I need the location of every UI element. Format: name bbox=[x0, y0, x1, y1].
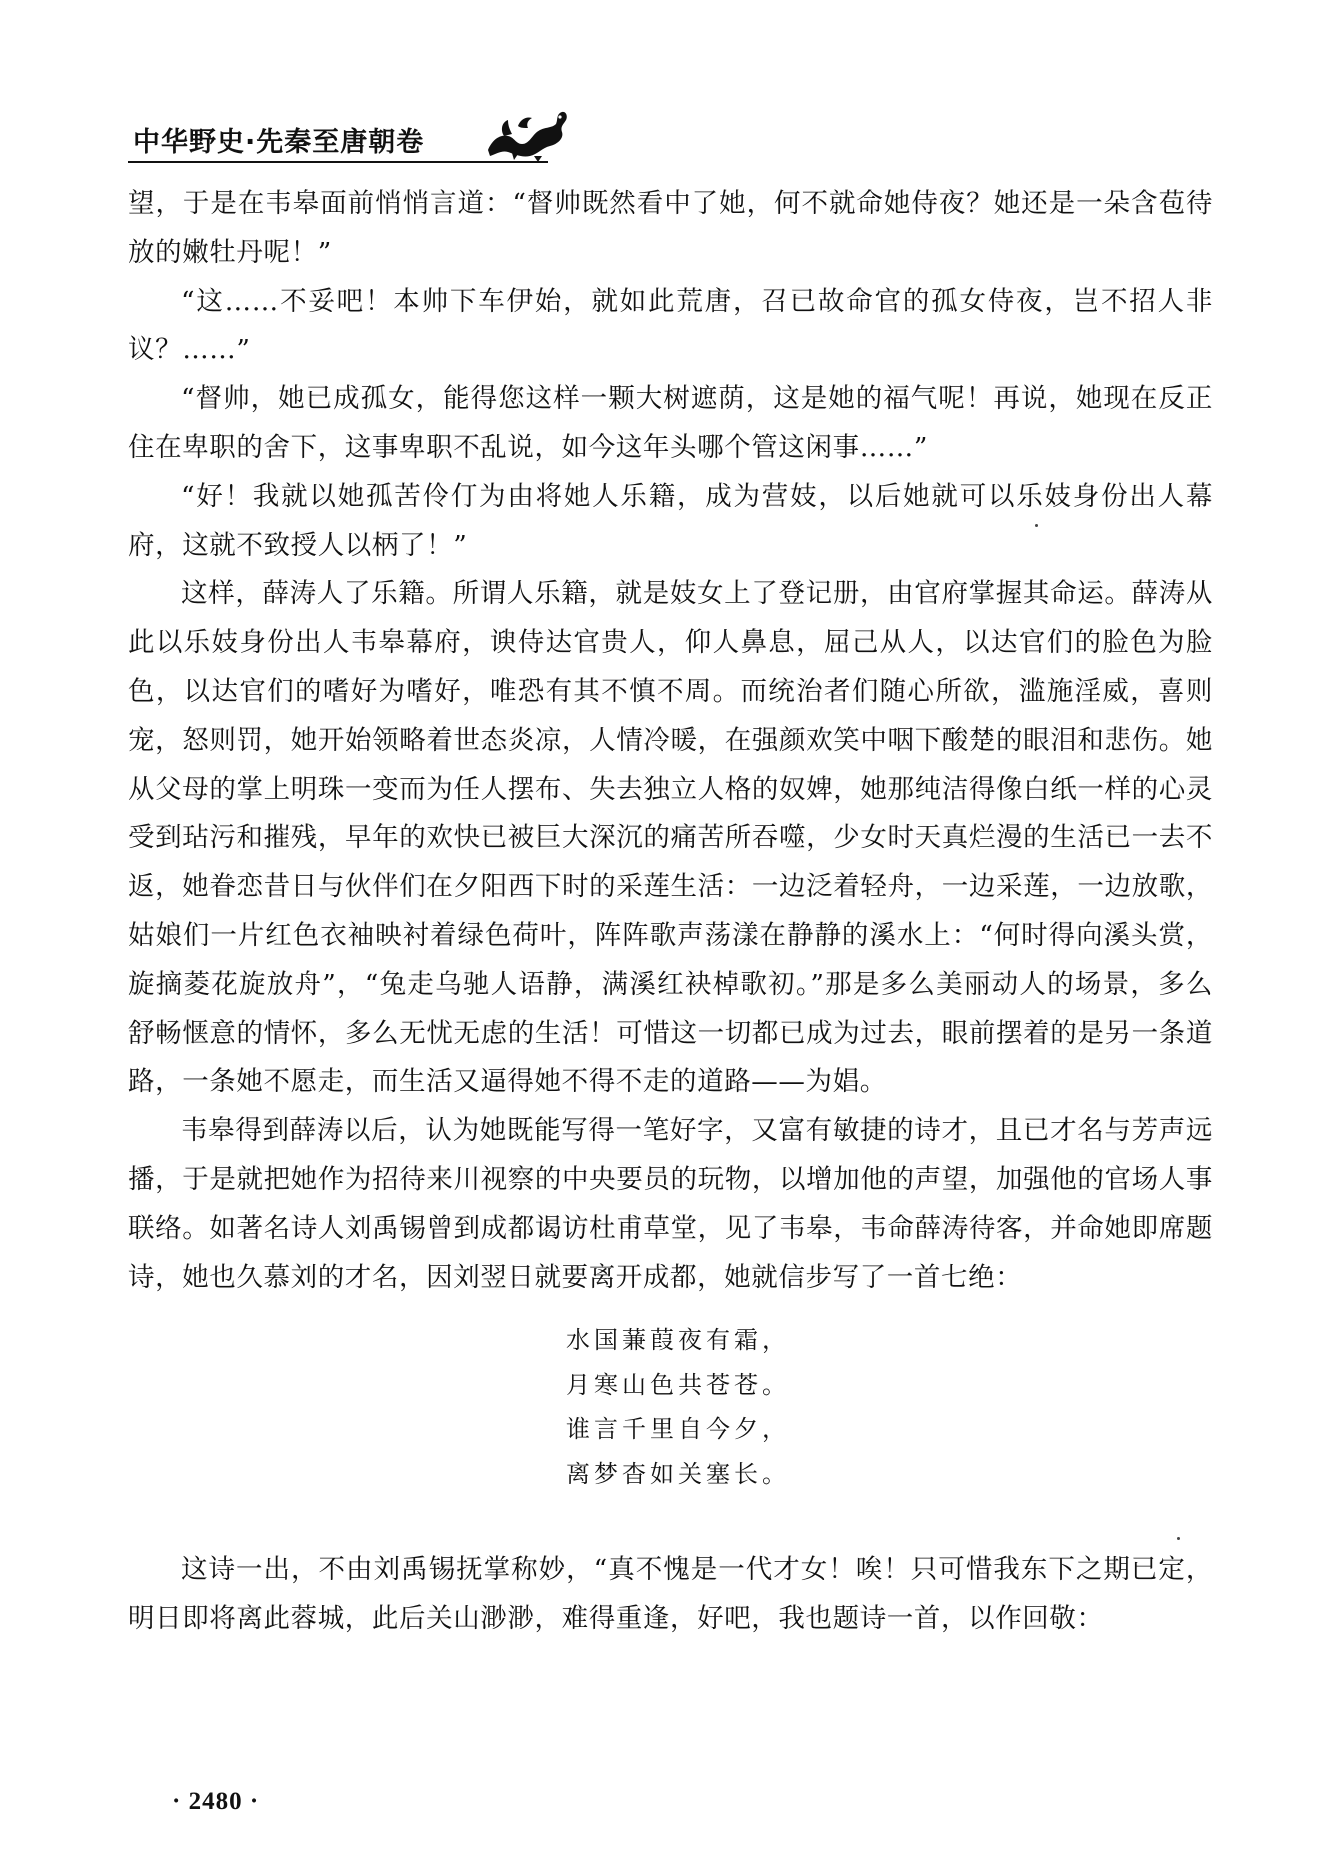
body-text bbox=[128, 180, 1213, 1302]
poem bbox=[566, 1318, 790, 1496]
poem-line: 月寒山色共苍苍。 bbox=[566, 1370, 790, 1399]
paragraph: 这诗一出，不由刘禹锡抚掌称妙，“真不愧是一代才女！唉！只可惜我东下之期已定，明日即将离此蓉城，此后关山渺渺，难得重逢，好吧，我也题诗一首，以作回敬： bbox=[128, 1554, 1213, 1634]
closing-text bbox=[128, 1546, 1213, 1644]
paragraph: 韦皋得到薛涛以后，认为她既能写得一笔好字，又富有敏捷的诗才，且已才名与芳声远播，于是就把她作为招待来川视察的中央要员的玩物，以增加他的声望，加强他的官场人事联络。如著名诗人刘禹锡曾到成都谒访杜甫草堂，见了韦皋，韦命薛涛待客，并命她即席题诗，她也久慕刘的才名，因刘翌日就要离开成都，她就信步写了一首七绝： bbox=[128, 1115, 1213, 1293]
poem-line: 水国蒹葭夜有霜， bbox=[566, 1326, 790, 1354]
book-title: 中华野史·先秦至唐朝卷 bbox=[133, 127, 425, 158]
paragraph: 这样，薛涛人了乐籍。所谓人乐籍，就是妓女上了登记册，由官府掌握其命运。薛涛从此以乐妓身份出人韦皋幕府，谀侍达官贵人，仰人鼻息，屈己从人，以达官们的脸色为脸色，以达官们的嗜好为嗜好，唯恐有其不慎不周。而统治者们随心所欲，滥施淫威，喜则宠，怒则罚，她开始领略着世态炎凉，人情冷暖，在强颜欢笑中咽下酸楚的眼泪和悲伤。她从父母的掌上明珠一变而为任人摆布、失去独立人格的奴婢，她那纯洁得像白纸一样的心灵受到玷污和摧残，早年的欢快已被巨大深沉的痛苦所吞噬，少女时天真烂漫的生活已一去不返，她眷恋昔日与伙伴们在夕阳西下时的采莲生活：一边泛着轻舟，一边采莲，一边放歌，姑娘们一片红色衣袖映衬着绿色荷叶，阵阵歌声荡漾在静静的溪水上：“何时得向溪头赏，旋摘菱花旋放舟”，“兔走乌驰人语静，满溪红袂棹歌初。”那是多么美丽动人的场景，多么舒畅惬意的情怀，多么无忧无虑的生活！可惜这一切都已成为过去，眼前摆着的是另一条道路，一条她不愿走，而生活又逼得她不得不走的道路——为娼。 bbox=[128, 578, 1213, 1098]
header-rule bbox=[128, 161, 548, 163]
page-number: · 2480 · bbox=[172, 1788, 260, 1815]
poem-line: 离梦杳如关塞长。 bbox=[566, 1459, 790, 1488]
dragon-emblem-icon bbox=[478, 106, 574, 162]
paragraph: “这……不妥吧！本帅下车伊始，就如此荒唐，召已故命官的孤女侍夜，岂不招人非议？……” bbox=[128, 285, 1213, 366]
paragraph: “督帅，她已成孤女，能得您这样一颗大树遮荫，这是她的福气呢！再说，她现在反正住在卑职的舍下，这事卑职不乱说，如今这年头哪个管这闲事……” bbox=[128, 383, 1213, 463]
paragraph: “好！我就以她孤苦伶仃为由将她人乐籍，成为营妓，以后她就可以乐妓身份出人幕府，这就不致授人以柄了！” bbox=[128, 480, 1213, 561]
scan-speck bbox=[1035, 524, 1038, 527]
running-header bbox=[128, 108, 548, 168]
poem-line: 谁言千里自今夕， bbox=[566, 1415, 790, 1443]
paragraph: 望，于是在韦皋面前悄悄言道：“督帅既然看中了她，何不就命她侍夜？她还是一朵含苞待放的嫩牡丹呢！” bbox=[128, 188, 1213, 268]
scan-speck bbox=[1177, 1537, 1180, 1540]
